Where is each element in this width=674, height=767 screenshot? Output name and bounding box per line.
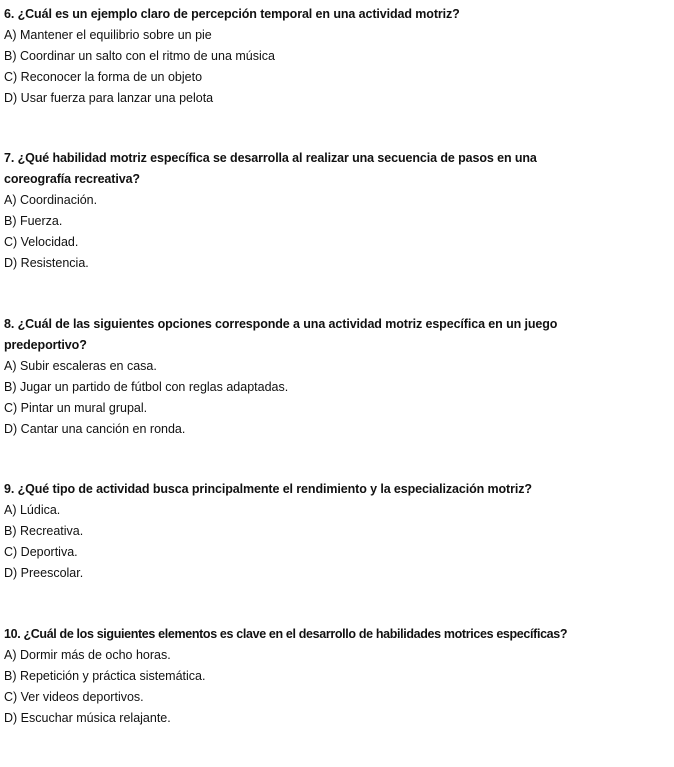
question-9-title: 9. ¿Qué tipo de actividad busca principalmente el rendimiento y la especialización motriz? xyxy=(4,482,532,496)
question-8-option-b: B) Jugar un partido de fútbol con reglas adaptadas. xyxy=(4,380,289,394)
question-9 xyxy=(4,479,664,584)
question-10 xyxy=(4,624,664,729)
question-6 xyxy=(4,4,664,109)
question-7 xyxy=(4,148,664,274)
question-7-option-a: A) Coordinación. xyxy=(4,193,98,207)
question-7-option-c: C) Velocidad. xyxy=(4,235,79,249)
question-10-option-c: C) Ver videos deportivos. xyxy=(4,690,144,704)
question-6-option-b: B) Coordinar un salto con el ritmo de una música xyxy=(4,49,275,63)
question-9-option-b: B) Recreativa. xyxy=(4,524,84,538)
question-6-option-d: D) Usar fuerza para lanzar una pelota xyxy=(4,91,214,105)
question-8-option-a: A) Subir escaleras en casa. xyxy=(4,359,157,373)
question-9-option-c: C) Deportiva. xyxy=(4,545,78,559)
question-6-option-c: C) Reconocer la forma de un objeto xyxy=(4,70,203,84)
question-7-title: 7. ¿Qué habilidad motriz específica se desarrolla al realizar una secuencia de pasos en una coreografía recreativa? xyxy=(4,151,537,186)
question-7-option-d: D) Resistencia. xyxy=(4,256,89,270)
question-10-option-b: B) Repetición y práctica sistemática. xyxy=(4,669,206,683)
question-8-option-c: C) Pintar un mural grupal. xyxy=(4,401,148,415)
question-10-option-a: A) Dormir más de ocho horas. xyxy=(4,648,171,662)
question-7-option-b: B) Fuerza. xyxy=(4,214,63,228)
question-10-title: 10. ¿Cuál de los siguientes elementos es clave en el desarrollo de habilidades motrices específicas? xyxy=(4,627,568,641)
question-9-option-d: D) Preescolar. xyxy=(4,566,84,580)
question-10-option-d: D) Escuchar música relajante. xyxy=(4,711,171,725)
question-8-option-d: D) Cantar una canción en ronda. xyxy=(4,422,186,436)
question-6-title: 6. ¿Cuál es un ejemplo claro de percepción temporal en una actividad motriz? xyxy=(4,7,460,21)
question-8-title: 8. ¿Cuál de las siguientes opciones corresponde a una actividad motriz específica en un juego predeportivo? xyxy=(4,317,558,352)
question-6-option-a: A) Mantener el equilibrio sobre un pie xyxy=(4,28,212,42)
question-9-option-a: A) Lúdica. xyxy=(4,503,61,517)
question-8 xyxy=(4,314,664,440)
